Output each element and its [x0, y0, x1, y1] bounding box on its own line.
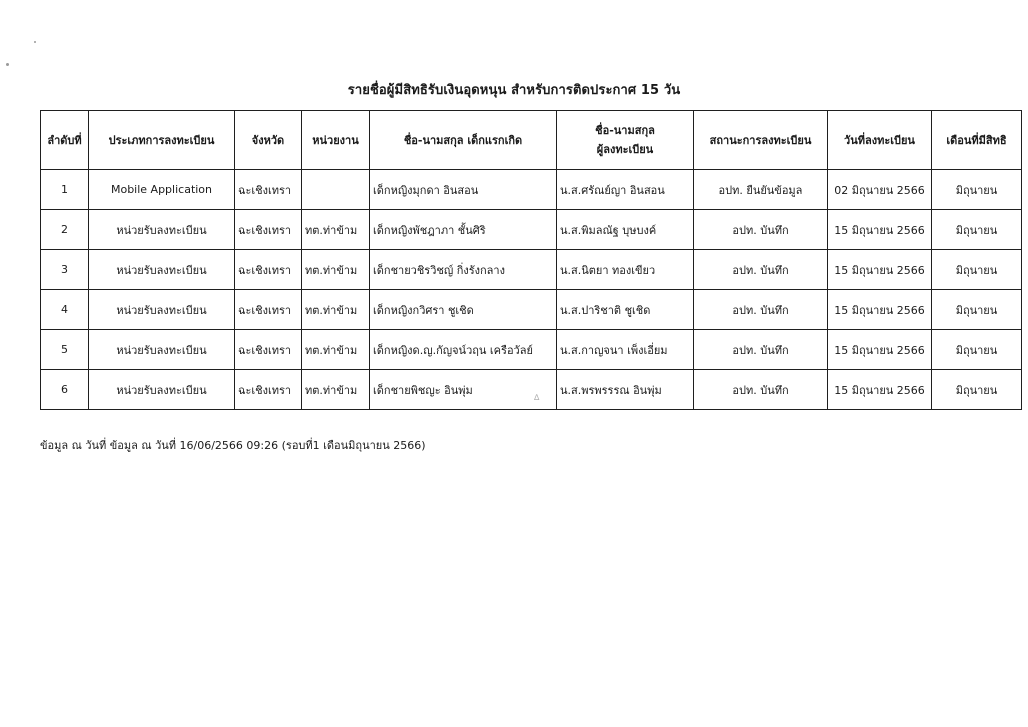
document-title: รายชื่อผู้มีสิทธิรับเงินอุดหนุน สำหรับการติดประกาศ 15 วัน	[347, 83, 681, 98]
cell-registration-status: อปท. บันทึก	[694, 290, 828, 330]
cell-child-name: เด็กหญิงพัชฎาภา ชั้นศิริ	[370, 210, 557, 250]
cell-province: ฉะเชิงเทรา	[235, 330, 302, 370]
cell-province: ฉะเชิงเทรา	[235, 290, 302, 330]
cell-agency	[302, 170, 370, 210]
cell-province: ฉะเชิงเทรา	[235, 170, 302, 210]
cell-registration-date: 15 มิถุนายน 2566	[828, 370, 932, 410]
registration-table	[40, 110, 1022, 410]
cell-registrant-name: น.ส.พิมลณัฐ บุษบงค์	[557, 210, 694, 250]
cell-registrant-name: น.ส.ศรัณย์ญา อินสอน	[557, 170, 694, 210]
cell-registration-date: 02 มิถุนายน 2566	[828, 170, 932, 210]
cell-order: 5	[41, 330, 89, 370]
cell-province: ฉะเชิงเทรา	[235, 370, 302, 410]
table-row	[41, 330, 1022, 370]
cell-registrant-name: น.ส.ปาริชาติ ชูเชิด	[557, 290, 694, 330]
cell-eligible-month: มิถุนายน	[932, 210, 1022, 250]
cell-registration-status: อปท. บันทึก	[694, 370, 828, 410]
cell-registration-date: 15 มิถุนายน 2566	[828, 250, 932, 290]
cell-child-name: เด็กหญิงกวิศรา ชูเชิด	[370, 290, 557, 330]
header-registration-date: วันที่ลงทะเบียน	[828, 111, 932, 170]
header-registrant-line1: ชื่อ-นามสกุล	[595, 124, 655, 137]
cell-registration-date: 15 มิถุนายน 2566	[828, 330, 932, 370]
cell-registration-type: Mobile Application	[89, 170, 235, 210]
cell-order: 1	[41, 170, 89, 210]
table-row	[41, 290, 1022, 330]
cell-province: ฉะเชิงเทรา	[235, 210, 302, 250]
cell-registration-type: หน่วยรับลงทะเบียน	[89, 330, 235, 370]
scan-speck: ∆	[534, 393, 540, 402]
cell-eligible-month: มิถุนายน	[932, 330, 1022, 370]
cell-eligible-month: มิถุนายน	[932, 170, 1022, 210]
cell-order: 4	[41, 290, 89, 330]
header-child-name: ชื่อ-นามสกุล เด็กแรกเกิด	[370, 111, 557, 170]
table-row	[41, 170, 1022, 210]
cell-registration-status: อปท. บันทึก	[694, 330, 828, 370]
cell-eligible-month: มิถุนายน	[932, 250, 1022, 290]
cell-registration-type: หน่วยรับลงทะเบียน	[89, 250, 235, 290]
cell-agency: ทต.ท่าข้าม	[302, 290, 370, 330]
scan-dust-dot	[6, 63, 9, 66]
cell-registration-date: 15 มิถุนายน 2566	[828, 290, 932, 330]
header-province: จังหวัด	[235, 111, 302, 170]
table-row	[41, 210, 1022, 250]
cell-agency: ทต.ท่าข้าม	[302, 330, 370, 370]
header-registrant-name	[557, 111, 694, 170]
cell-registrant-name: น.ส.นิตยา ทองเขียว	[557, 250, 694, 290]
cell-registration-status: อปท. บันทึก	[694, 250, 828, 290]
cell-agency: ทต.ท่าข้าม	[302, 370, 370, 410]
cell-registration-type: หน่วยรับลงทะเบียน	[89, 370, 235, 410]
cell-order: 3	[41, 250, 89, 290]
data-timestamp-note: ข้อมูล ณ วันที่ ข้อมูล ณ วันที่ 16/06/2566 09:26 (รอบที่1 เดือนมิถุนายน 2566)	[40, 439, 426, 452]
cell-agency: ทต.ท่าข้าม	[302, 210, 370, 250]
header-eligible-month: เดือนที่มีสิทธิ	[932, 111, 1022, 170]
table-header-row	[41, 111, 1022, 170]
header-order: ลำดับที่	[41, 111, 89, 170]
header-registration-status: สถานะการลงทะเบียน	[694, 111, 828, 170]
cell-eligible-month: มิถุนายน	[932, 290, 1022, 330]
cell-province: ฉะเชิงเทรา	[235, 250, 302, 290]
table-row	[41, 370, 1022, 410]
cell-registrant-name: น.ส.พรพรรรณ อินพุ่ม	[557, 370, 694, 410]
cell-order: 6	[41, 370, 89, 410]
cell-eligible-month: มิถุนายน	[932, 370, 1022, 410]
cell-registration-type: หน่วยรับลงทะเบียน	[89, 290, 235, 330]
cell-order: 2	[41, 210, 89, 250]
cell-child-name: เด็กชายพิชญะ อินพุ่ม	[370, 370, 557, 410]
cell-registration-date: 15 มิถุนายน 2566	[828, 210, 932, 250]
cell-registration-status: อปท. บันทึก	[694, 210, 828, 250]
cell-agency: ทต.ท่าข้าม	[302, 250, 370, 290]
cell-registrant-name: น.ส.กาญจนา เพ็งเอี่ยม	[557, 330, 694, 370]
header-registrant-line2: ผู้ลงทะเบียน	[596, 143, 654, 156]
cell-child-name: เด็กชายวชิรวิชญ์ กิ่งรังกลาง	[370, 250, 557, 290]
scan-dust-dot	[34, 41, 36, 43]
header-agency: หน่วยงาน	[302, 111, 370, 170]
cell-registration-status: อปท. ยืนยันข้อมูล	[694, 170, 828, 210]
cell-child-name: เด็กหญิงด.ญ.กัญจน์วฤน เครือวัลย์	[370, 330, 557, 370]
cell-child-name: เด็กหญิงมุกดา อินสอน	[370, 170, 557, 210]
table-row	[41, 250, 1022, 290]
cell-registration-type: หน่วยรับลงทะเบียน	[89, 210, 235, 250]
header-registration-type: ประเภทการลงทะเบียน	[89, 111, 235, 170]
